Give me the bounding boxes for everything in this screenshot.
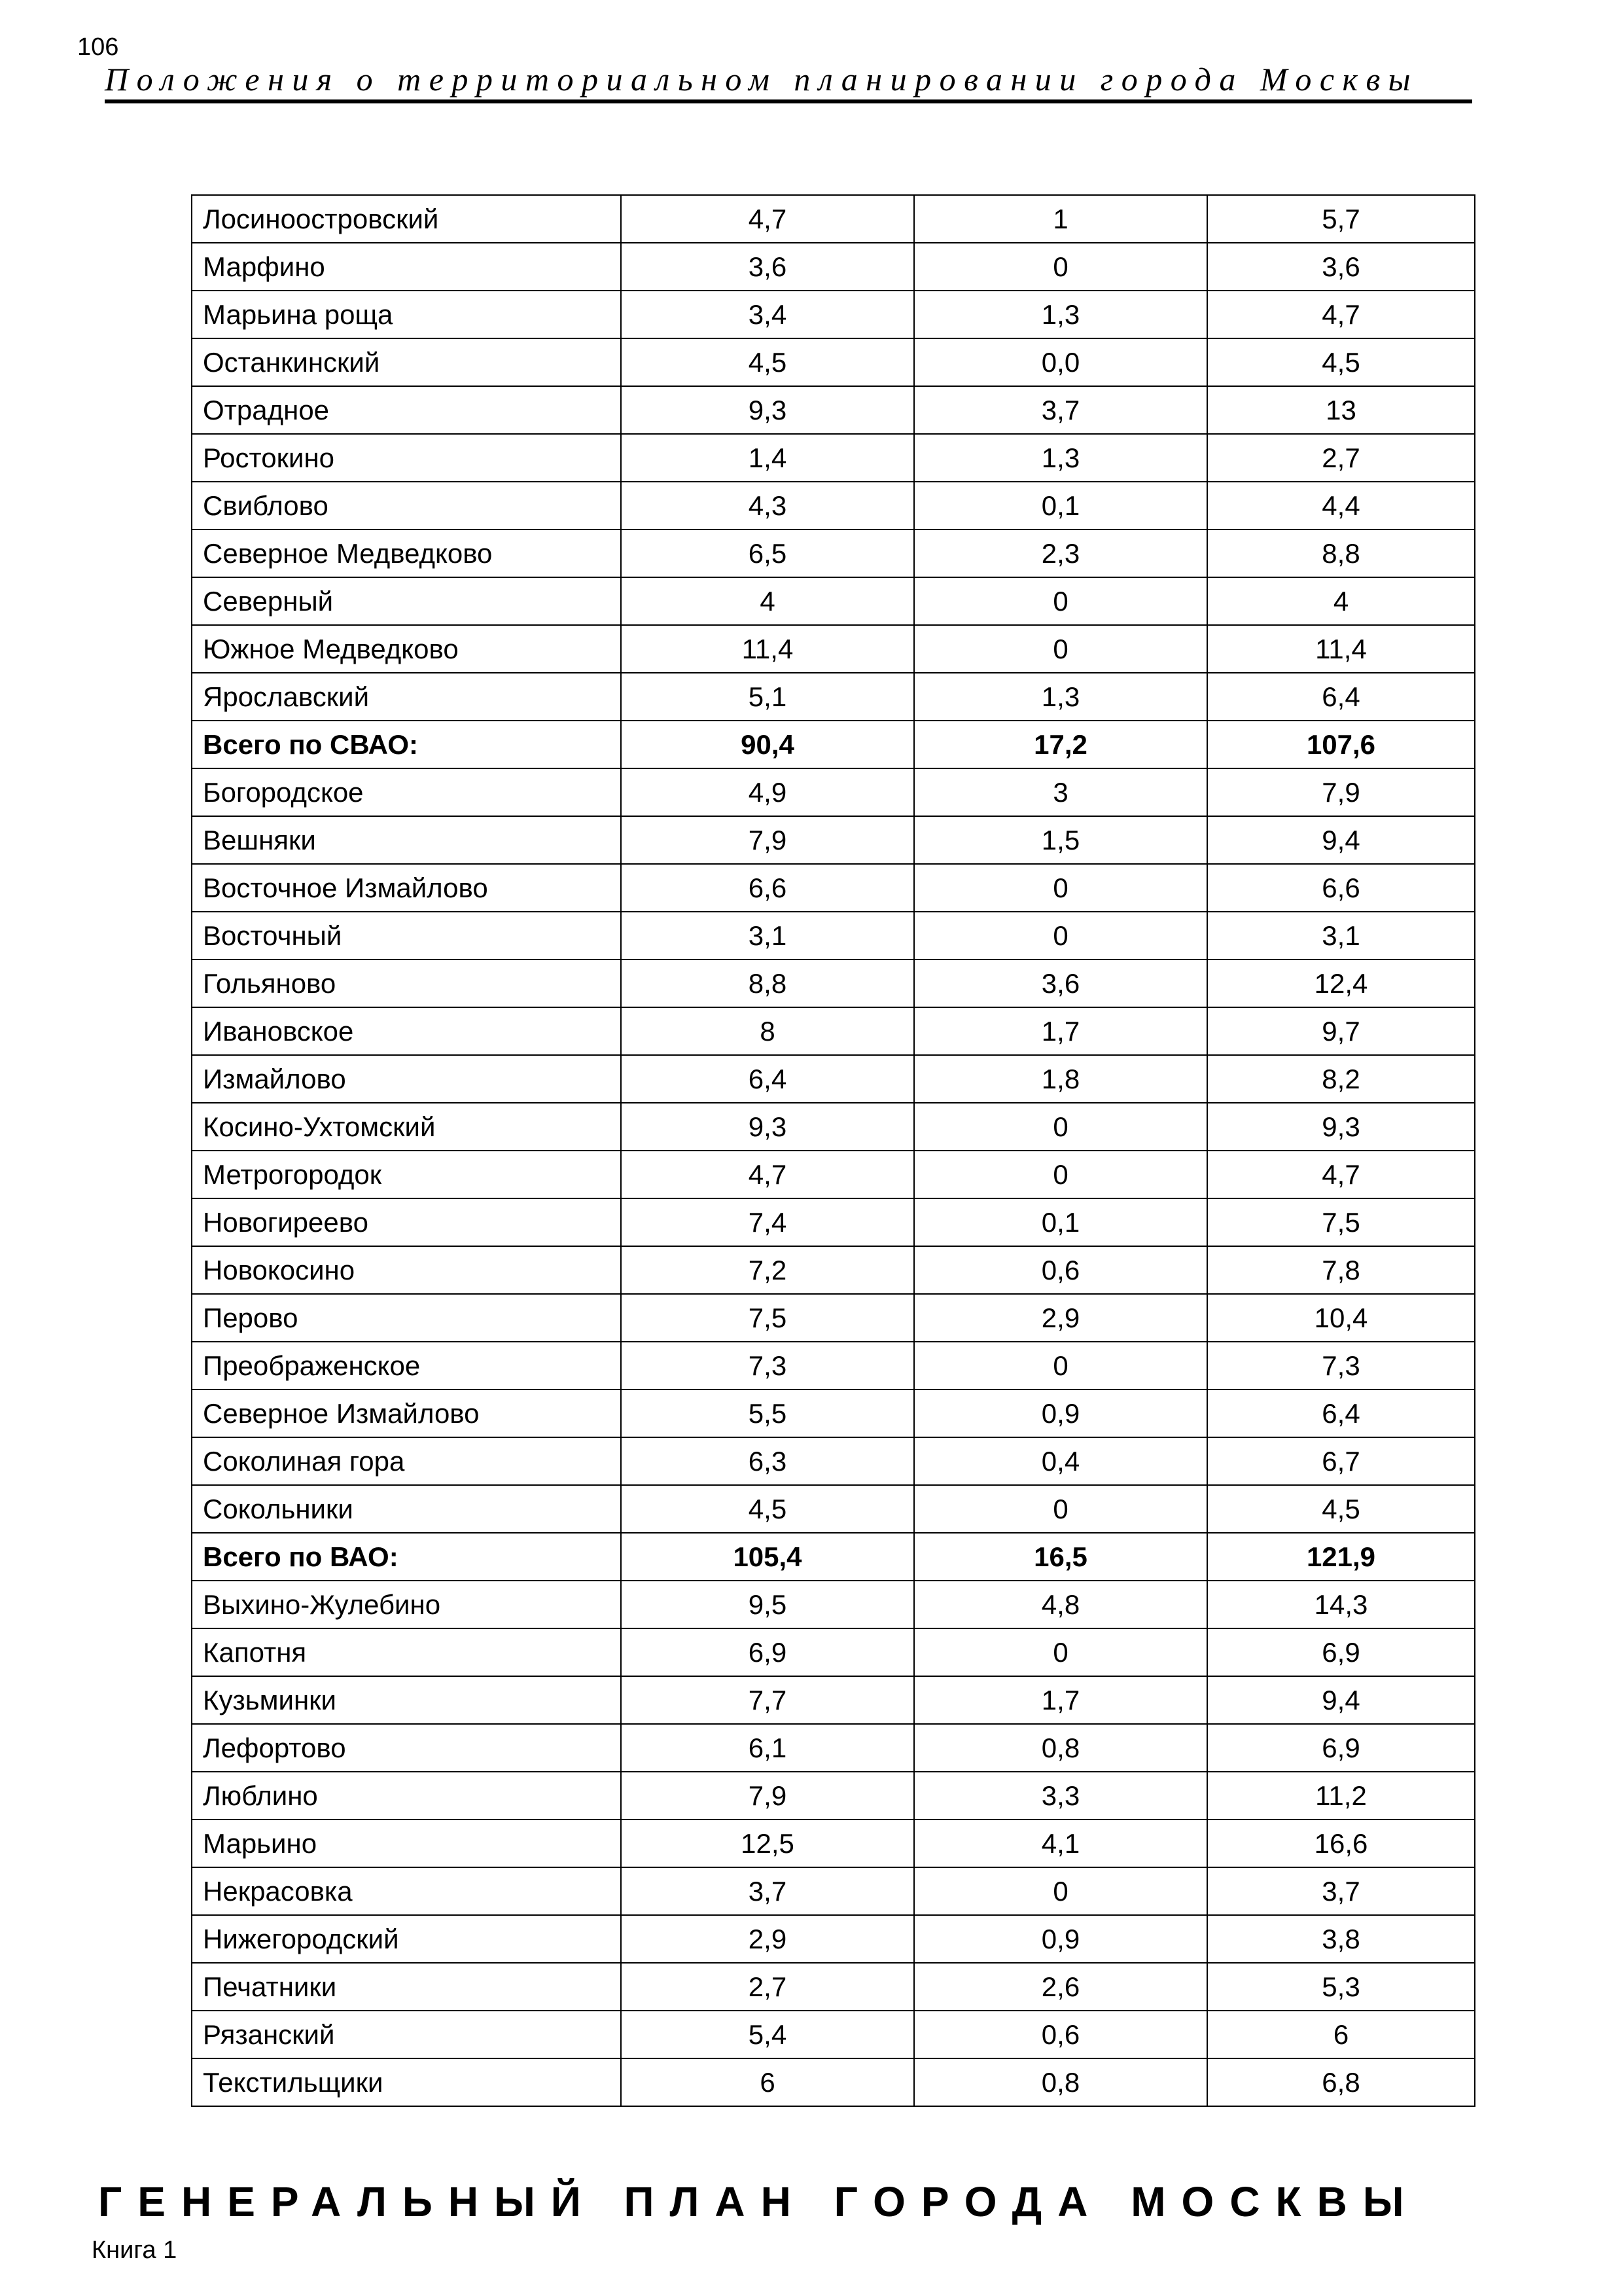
value-cell-total: 9,4	[1207, 816, 1475, 864]
value-cell-1: 90,4	[621, 721, 914, 768]
value-cell-1: 7,4	[621, 1198, 914, 1246]
value-cell-total: 3,8	[1207, 1915, 1475, 1963]
value-cell-total: 4,5	[1207, 338, 1475, 386]
value-cell-2: 3	[914, 768, 1207, 816]
value-cell-1: 3,7	[621, 1867, 914, 1915]
table-row	[192, 1915, 1475, 1963]
table-row	[192, 1246, 1475, 1294]
table-row	[192, 768, 1475, 816]
district-name-cell: Северное Измайлово	[192, 1390, 621, 1437]
value-cell-2: 0	[914, 1867, 1207, 1915]
table-row	[192, 864, 1475, 912]
value-cell-total: 9,3	[1207, 1103, 1475, 1151]
value-cell-total: 4,5	[1207, 1485, 1475, 1533]
value-cell-1: 6,5	[621, 529, 914, 577]
table-row	[192, 1485, 1475, 1533]
value-cell-2: 0	[914, 1342, 1207, 1390]
district-name-cell: Ярославский	[192, 673, 621, 721]
value-cell-2: 1,8	[914, 1055, 1207, 1103]
district-name-cell: Преображенское	[192, 1342, 621, 1390]
value-cell-2: 1,7	[914, 1676, 1207, 1724]
value-cell-1: 9,3	[621, 1103, 914, 1151]
table-row	[192, 1867, 1475, 1915]
value-cell-2: 2,9	[914, 1294, 1207, 1342]
district-name-cell: Свиблово	[192, 482, 621, 529]
table-total-row	[192, 721, 1475, 768]
table-row	[192, 1820, 1475, 1867]
value-cell-1: 6,4	[621, 1055, 914, 1103]
value-cell-2: 0	[914, 577, 1207, 625]
value-cell-total: 8,2	[1207, 1055, 1475, 1103]
value-cell-1: 12,5	[621, 1820, 914, 1867]
value-cell-2: 0	[914, 1628, 1207, 1676]
value-cell-total: 3,1	[1207, 912, 1475, 960]
value-cell-2: 0,6	[914, 1246, 1207, 1294]
value-cell-2: 0,4	[914, 1437, 1207, 1485]
value-cell-total: 7,3	[1207, 1342, 1475, 1390]
value-cell-total: 8,8	[1207, 529, 1475, 577]
value-cell-1: 4,5	[621, 1485, 914, 1533]
table-row	[192, 1628, 1475, 1676]
value-cell-1: 4,7	[621, 195, 914, 243]
value-cell-total: 6,6	[1207, 864, 1475, 912]
value-cell-1: 4,5	[621, 338, 914, 386]
table-row	[192, 1390, 1475, 1437]
district-name-cell: Марьино	[192, 1820, 621, 1867]
district-name-cell: Отрадное	[192, 386, 621, 434]
district-name-cell: Соколиная гора	[192, 1437, 621, 1485]
value-cell-total: 3,6	[1207, 243, 1475, 291]
table-row	[192, 960, 1475, 1007]
district-name-cell: Останкинский	[192, 338, 621, 386]
value-cell-1: 7,3	[621, 1342, 914, 1390]
value-cell-2: 0,0	[914, 338, 1207, 386]
value-cell-2: 0	[914, 912, 1207, 960]
district-name-cell: Косино-Ухтомский	[192, 1103, 621, 1151]
header-rule	[105, 99, 1472, 103]
table-total-row	[192, 1533, 1475, 1581]
value-cell-2: 2,6	[914, 1963, 1207, 2011]
value-cell-1: 6	[621, 2058, 914, 2106]
value-cell-2: 0	[914, 864, 1207, 912]
table-row	[192, 1151, 1475, 1198]
value-cell-1: 3,6	[621, 243, 914, 291]
table-row	[192, 1294, 1475, 1342]
value-cell-total: 6	[1207, 2011, 1475, 2058]
district-name-cell: Сокольники	[192, 1485, 621, 1533]
value-cell-total: 7,8	[1207, 1246, 1475, 1294]
value-cell-2: 0,1	[914, 482, 1207, 529]
value-cell-1: 2,9	[621, 1915, 914, 1963]
value-cell-total: 4,4	[1207, 482, 1475, 529]
district-name-cell: Печатники	[192, 1963, 621, 2011]
value-cell-1: 6,1	[621, 1724, 914, 1772]
value-cell-2: 1,3	[914, 291, 1207, 338]
table-row	[192, 1676, 1475, 1724]
district-name-cell: Ивановское	[192, 1007, 621, 1055]
value-cell-1: 4	[621, 577, 914, 625]
value-cell-total: 3,7	[1207, 1867, 1475, 1915]
table-row	[192, 816, 1475, 864]
value-cell-total: 14,3	[1207, 1581, 1475, 1628]
district-name-cell: Нижегородский	[192, 1915, 621, 1963]
district-name-cell: Богородское	[192, 768, 621, 816]
value-cell-2: 0,8	[914, 2058, 1207, 2106]
table-row	[192, 195, 1475, 243]
value-cell-total: 121,9	[1207, 1533, 1475, 1581]
value-cell-1: 5,5	[621, 1390, 914, 1437]
value-cell-1: 7,5	[621, 1294, 914, 1342]
value-cell-total: 9,7	[1207, 1007, 1475, 1055]
district-name-cell: Метрогородок	[192, 1151, 621, 1198]
district-name-cell: Всего по ВАО:	[192, 1533, 621, 1581]
district-name-cell: Измайлово	[192, 1055, 621, 1103]
district-name-cell: Новогиреево	[192, 1198, 621, 1246]
table-row	[192, 912, 1475, 960]
value-cell-2: 2,3	[914, 529, 1207, 577]
value-cell-total: 12,4	[1207, 960, 1475, 1007]
district-name-cell: Северный	[192, 577, 621, 625]
value-cell-total: 6,4	[1207, 673, 1475, 721]
district-name-cell: Кузьминки	[192, 1676, 621, 1724]
district-name-cell: Ростокино	[192, 434, 621, 482]
district-name-cell: Новокосино	[192, 1246, 621, 1294]
value-cell-total: 5,7	[1207, 195, 1475, 243]
table-row	[192, 291, 1475, 338]
value-cell-total: 16,6	[1207, 1820, 1475, 1867]
table-row	[192, 673, 1475, 721]
value-cell-1: 8	[621, 1007, 914, 1055]
table-row	[192, 243, 1475, 291]
value-cell-2: 0,1	[914, 1198, 1207, 1246]
table-row	[192, 338, 1475, 386]
value-cell-2: 1	[914, 195, 1207, 243]
value-cell-1: 3,1	[621, 912, 914, 960]
value-cell-2: 3,7	[914, 386, 1207, 434]
table-row	[192, 577, 1475, 625]
value-cell-total: 11,4	[1207, 625, 1475, 673]
district-name-cell: Люблино	[192, 1772, 621, 1820]
table-row	[192, 386, 1475, 434]
value-cell-1: 2,7	[621, 1963, 914, 2011]
value-cell-total: 5,3	[1207, 1963, 1475, 2011]
value-cell-1: 7,9	[621, 1772, 914, 1820]
value-cell-2: 1,3	[914, 434, 1207, 482]
value-cell-total: 4,7	[1207, 291, 1475, 338]
district-name-cell: Лосиноостровский	[192, 195, 621, 243]
district-name-cell: Вешняки	[192, 816, 621, 864]
value-cell-total: 6,9	[1207, 1724, 1475, 1772]
value-cell-2: 0	[914, 243, 1207, 291]
value-cell-total: 107,6	[1207, 721, 1475, 768]
table-body	[192, 195, 1475, 2106]
value-cell-1: 6,9	[621, 1628, 914, 1676]
district-table	[191, 194, 1475, 2107]
district-name-cell: Гольяново	[192, 960, 621, 1007]
value-cell-total: 11,2	[1207, 1772, 1475, 1820]
value-cell-1: 4,9	[621, 768, 914, 816]
value-cell-1: 4,3	[621, 482, 914, 529]
table-row	[192, 1342, 1475, 1390]
value-cell-1: 105,4	[621, 1533, 914, 1581]
value-cell-2: 0	[914, 1151, 1207, 1198]
table-row	[192, 1724, 1475, 1772]
value-cell-2: 0,9	[914, 1390, 1207, 1437]
district-name-cell: Всего по СВАО:	[192, 721, 621, 768]
district-name-cell: Марфино	[192, 243, 621, 291]
value-cell-1: 7,2	[621, 1246, 914, 1294]
district-name-cell: Восточный	[192, 912, 621, 960]
district-name-cell: Марьина роща	[192, 291, 621, 338]
value-cell-1: 6,6	[621, 864, 914, 912]
value-cell-total: 6,7	[1207, 1437, 1475, 1485]
value-cell-total: 4	[1207, 577, 1475, 625]
value-cell-2: 0	[914, 1485, 1207, 1533]
value-cell-total: 6,8	[1207, 2058, 1475, 2106]
value-cell-total: 13	[1207, 386, 1475, 434]
value-cell-2: 4,8	[914, 1581, 1207, 1628]
value-cell-total: 6,4	[1207, 1390, 1475, 1437]
value-cell-total: 10,4	[1207, 1294, 1475, 1342]
value-cell-total: 6,9	[1207, 1628, 1475, 1676]
table-row	[192, 1772, 1475, 1820]
value-cell-1: 5,4	[621, 2011, 914, 2058]
district-name-cell: Некрасовка	[192, 1867, 621, 1915]
value-cell-2: 0,6	[914, 2011, 1207, 2058]
footer-title: ГЕНЕРАЛЬНЫЙ ПЛАН ГОРОДА МОСКВЫ	[98, 2178, 1420, 2225]
table-row	[192, 1963, 1475, 2011]
running-header: Положения о территориальном планировании города Москвы	[105, 61, 1419, 98]
value-cell-1: 3,4	[621, 291, 914, 338]
value-cell-2: 1,3	[914, 673, 1207, 721]
value-cell-2: 0,8	[914, 1724, 1207, 1772]
value-cell-1: 1,4	[621, 434, 914, 482]
footer-book-label: Книга 1	[92, 2236, 177, 2264]
district-name-cell: Восточное Измайлово	[192, 864, 621, 912]
district-name-cell: Южное Медведково	[192, 625, 621, 673]
value-cell-1: 7,9	[621, 816, 914, 864]
value-cell-2: 0,9	[914, 1915, 1207, 1963]
page-number: 106	[77, 33, 119, 61]
value-cell-1: 9,5	[621, 1581, 914, 1628]
value-cell-1: 6,3	[621, 1437, 914, 1485]
value-cell-total: 7,5	[1207, 1198, 1475, 1246]
district-name-cell: Капотня	[192, 1628, 621, 1676]
table-row	[192, 482, 1475, 529]
value-cell-total: 4,7	[1207, 1151, 1475, 1198]
value-cell-2: 4,1	[914, 1820, 1207, 1867]
district-name-cell: Лефортово	[192, 1724, 621, 1772]
district-name-cell: Северное Медведково	[192, 529, 621, 577]
table-row	[192, 2058, 1475, 2106]
table-row	[192, 529, 1475, 577]
table-row	[192, 625, 1475, 673]
table-row	[192, 1198, 1475, 1246]
value-cell-1: 7,7	[621, 1676, 914, 1724]
table-row	[192, 434, 1475, 482]
value-cell-2: 17,2	[914, 721, 1207, 768]
table-row	[192, 2011, 1475, 2058]
value-cell-2: 16,5	[914, 1533, 1207, 1581]
value-cell-2: 0	[914, 1103, 1207, 1151]
table-row	[192, 1437, 1475, 1485]
value-cell-2: 3,3	[914, 1772, 1207, 1820]
district-name-cell: Рязанский	[192, 2011, 621, 2058]
value-cell-2: 1,7	[914, 1007, 1207, 1055]
district-name-cell: Перово	[192, 1294, 621, 1342]
value-cell-1: 5,1	[621, 673, 914, 721]
table-row	[192, 1055, 1475, 1103]
value-cell-1: 8,8	[621, 960, 914, 1007]
value-cell-total: 2,7	[1207, 434, 1475, 482]
table-row	[192, 1581, 1475, 1628]
value-cell-1: 11,4	[621, 625, 914, 673]
value-cell-1: 9,3	[621, 386, 914, 434]
value-cell-total: 9,4	[1207, 1676, 1475, 1724]
value-cell-total: 7,9	[1207, 768, 1475, 816]
value-cell-2: 3,6	[914, 960, 1207, 1007]
district-name-cell: Выхино-Жулебино	[192, 1581, 621, 1628]
district-name-cell: Текстильщики	[192, 2058, 621, 2106]
table-row	[192, 1103, 1475, 1151]
value-cell-1: 4,7	[621, 1151, 914, 1198]
value-cell-2: 1,5	[914, 816, 1207, 864]
table-row	[192, 1007, 1475, 1055]
value-cell-2: 0	[914, 625, 1207, 673]
